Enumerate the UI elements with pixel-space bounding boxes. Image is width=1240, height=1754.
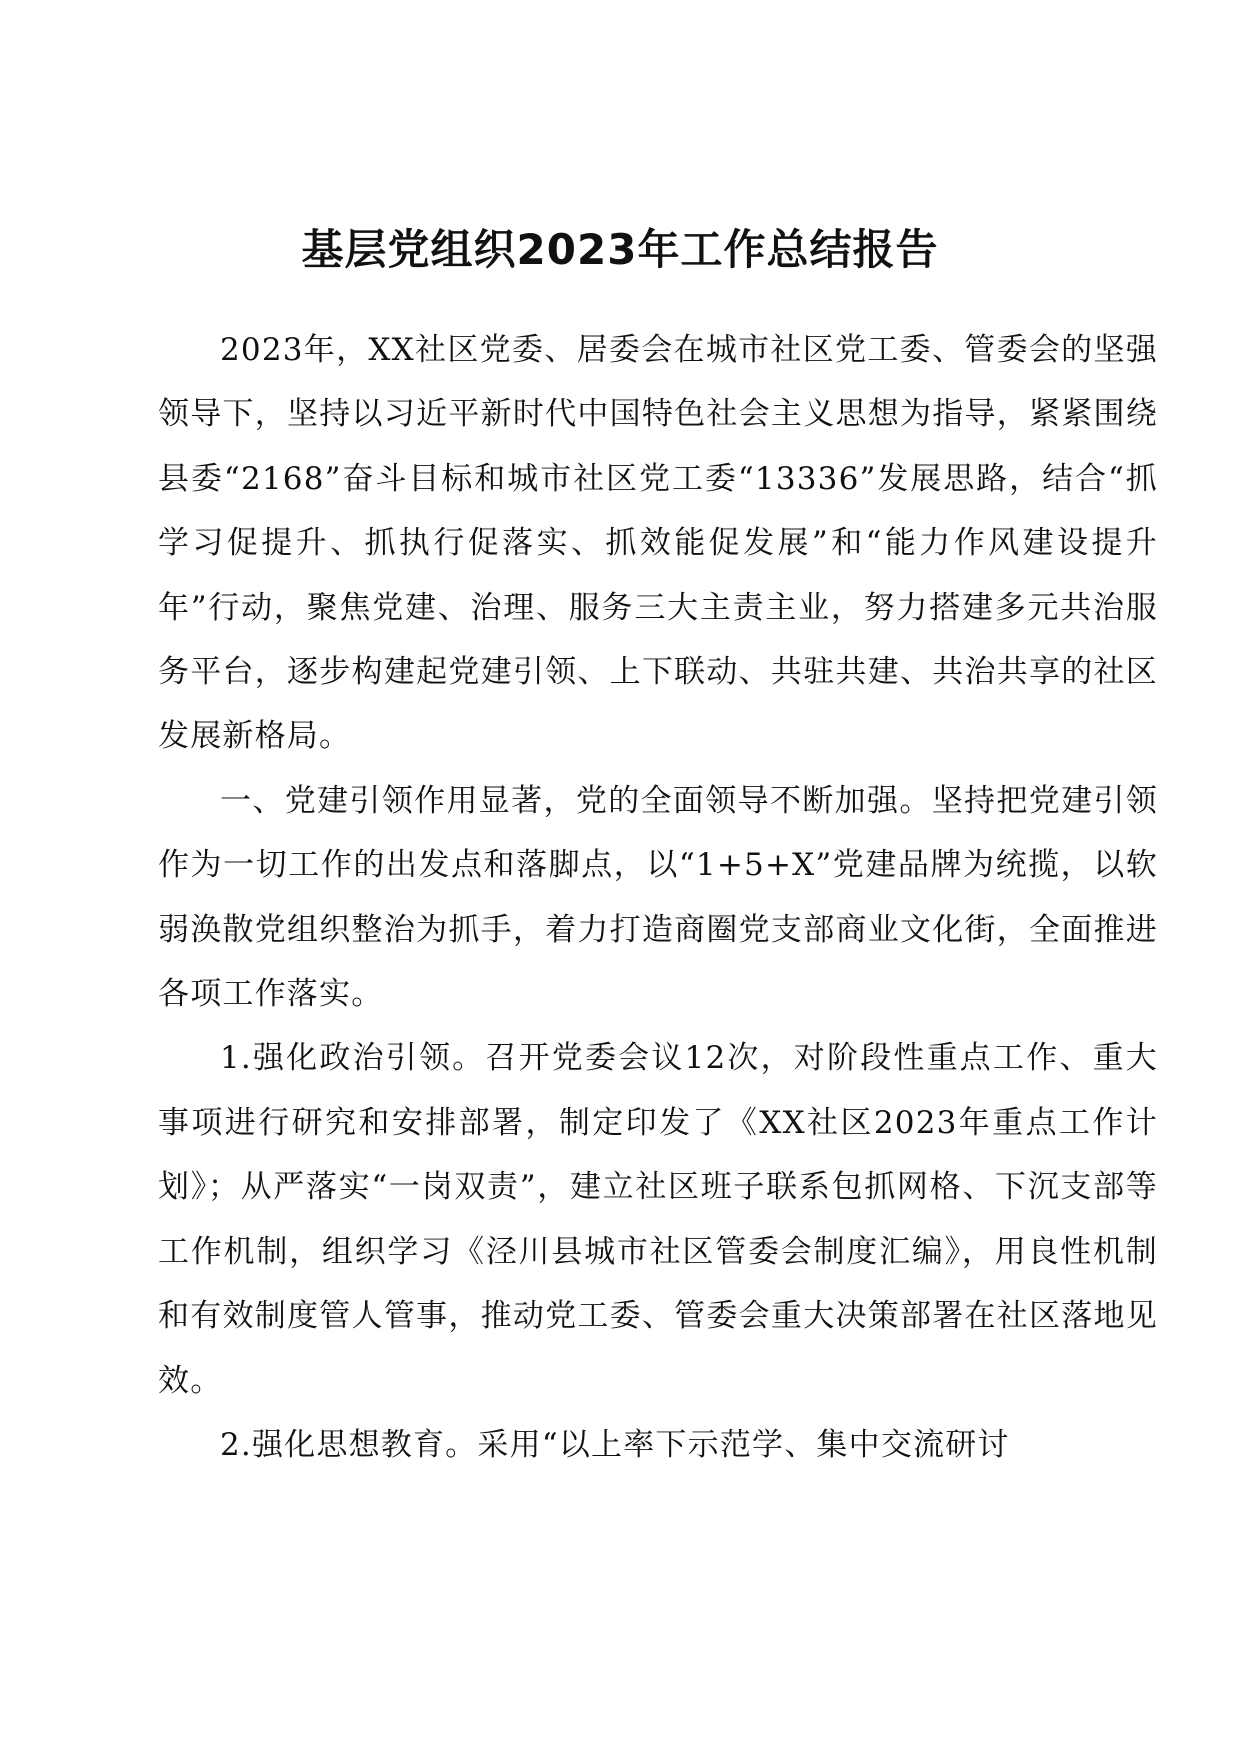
- document-title: 基层党组织2023年工作总结报告: [301, 225, 939, 274]
- paragraph-intro: 2023年，XX社区党委、居委会在城市社区党工委、管委会的坚强领导下，坚持以习近平新时代中国特色社会主义思想为指导，紧紧围绕县委“2168”奋斗目标和城市社区党工委“13336”发展思路，结合“抓学习促提升、抓执行促落实、抓效能促发展”和“能力作风建设提升年”行动，聚焦党建、治理、服务三大主责主业，努力搭建多元共治服务平台，逐步构建起党建引领、上下联动、共驻共建、共治共享的社区发展新格局。: [158, 332, 1158, 755]
- paragraph-item-two: 2.强化思想教育。采用“以上率下示范学、集中交流研讨: [220, 1426, 1010, 1463]
- document-body: [158, 318, 1158, 1477]
- paragraph-section-one: 一、党建引领作用显著，党的全面领导不断加强。坚持把党建引领作为一切工作的出发点和落脚点，以“1+5+X”党建品牌为统揽，以软弱涣散党组织整治为抓手，着力打造商圈党支部商业文化街，全面推进各项工作落实。: [158, 782, 1158, 1013]
- paragraph-item-one: 1.强化政治引领。召开党委会议12次，对阶段性重点工作、重大事项进行研究和安排部署，制定印发了《XX社区2023年重点工作计划》；从严落实“一岗双责”，建立社区班子联系包抓网格、下沉支部等工作机制，组织学习《泾川县城市社区管委会制度汇编》，用良性机制和有效制度管人管事，推动党工委、管委会重大决策部署在社区落地见效。: [158, 1040, 1158, 1399]
